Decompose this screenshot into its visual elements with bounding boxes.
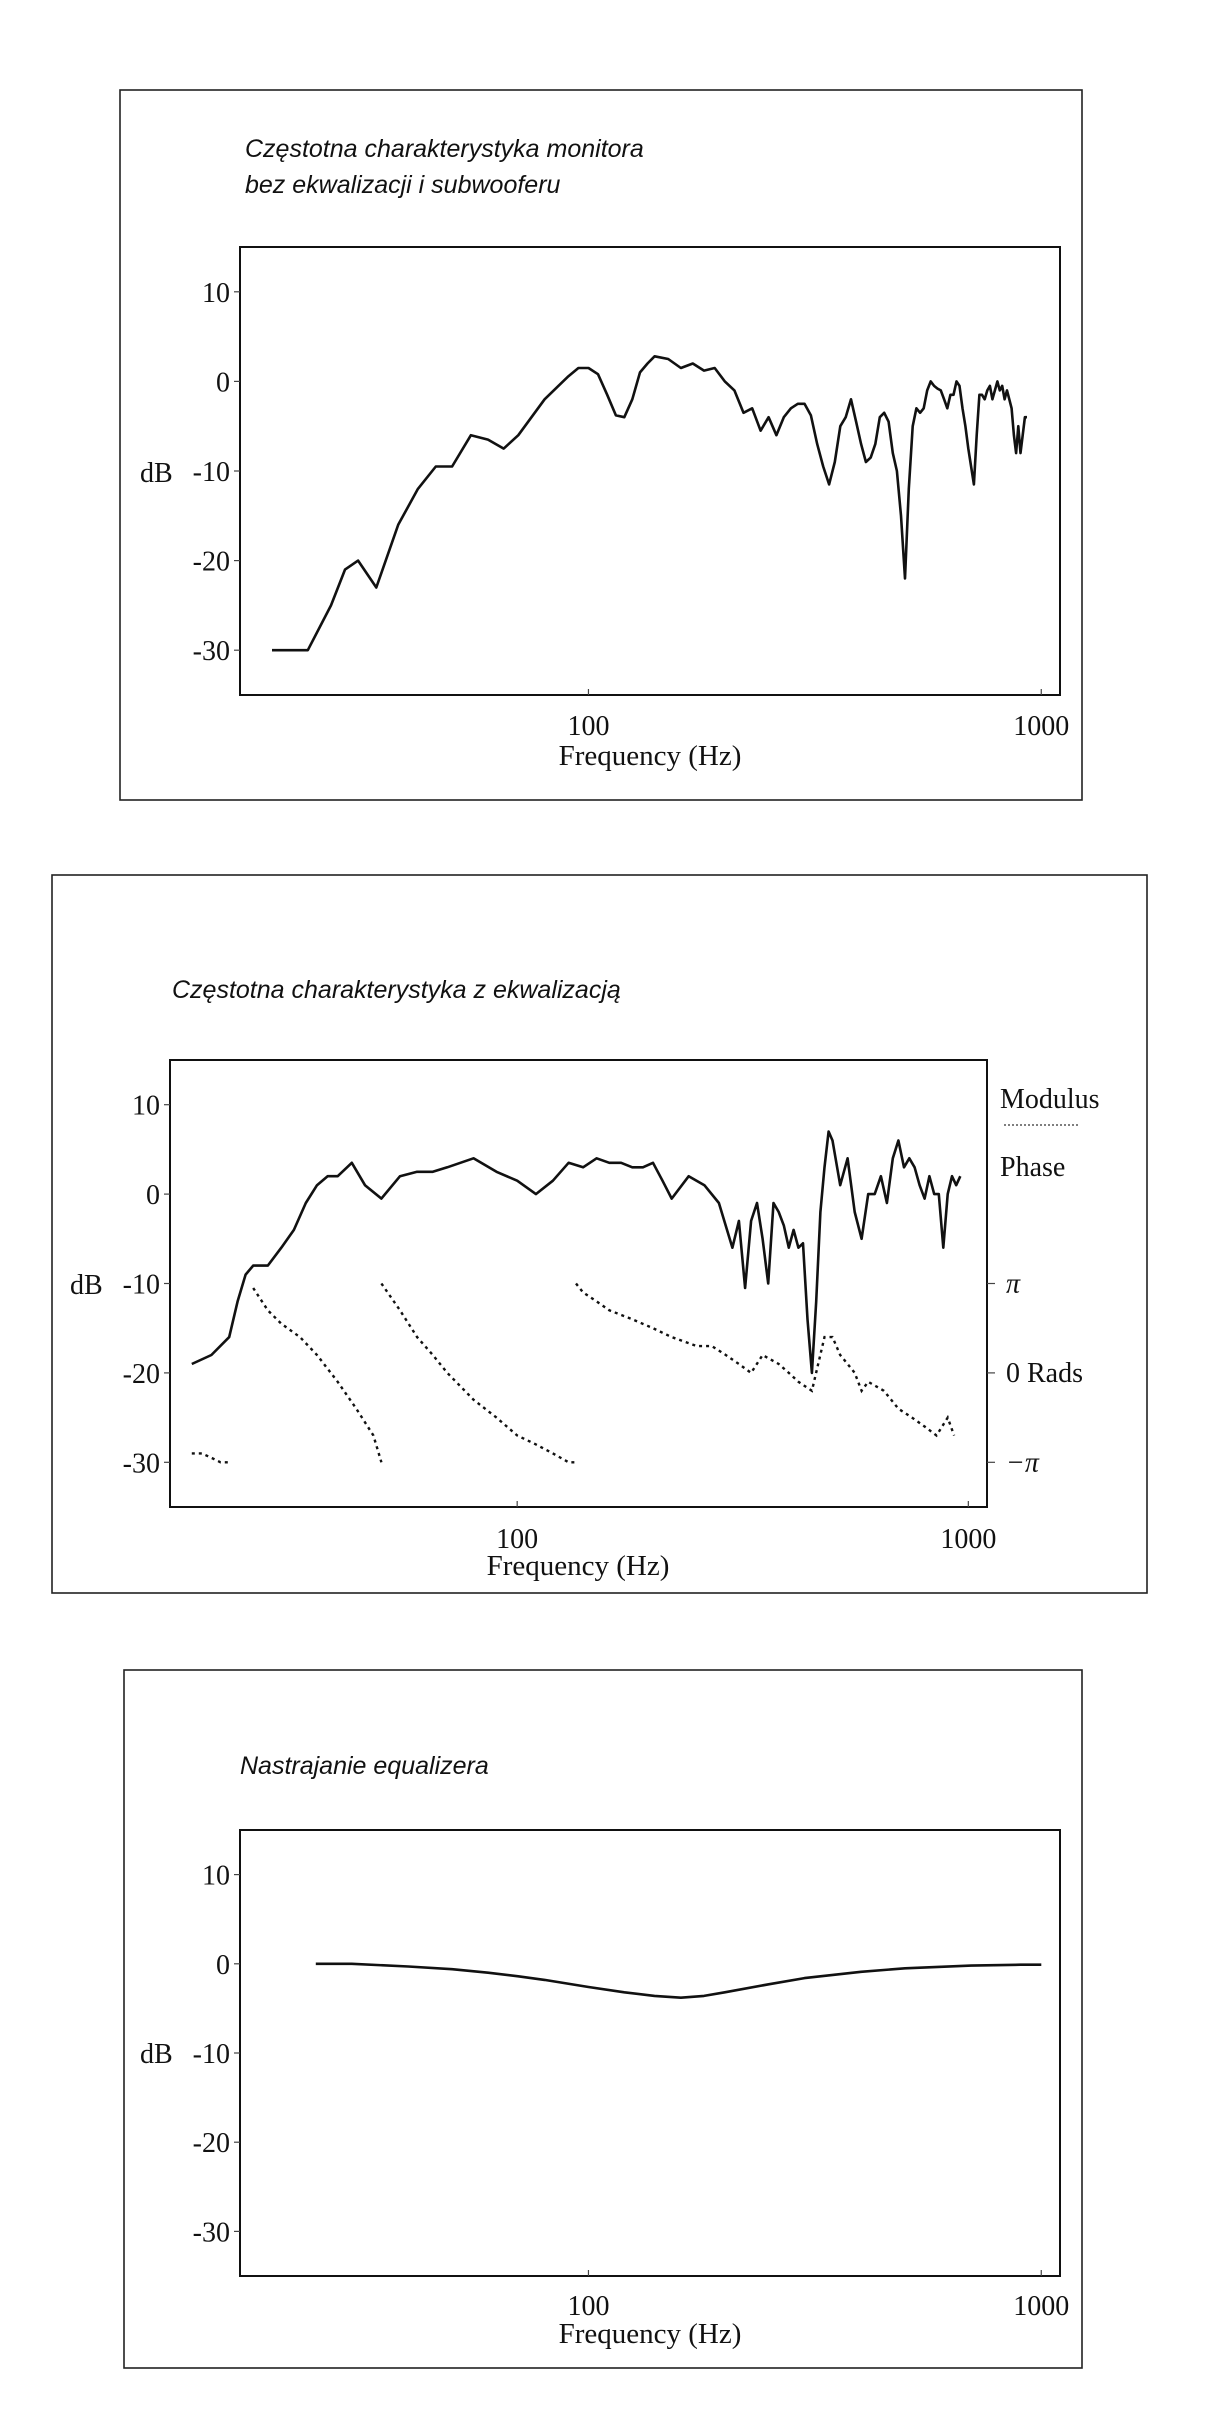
- panel-3-y-tick-label: -30: [192, 2217, 230, 2249]
- panel-2-legend: [1000, 1084, 1100, 1183]
- panel-1-y-tick-label: 10: [202, 277, 230, 309]
- panel-2-phase-line: [192, 1284, 954, 1463]
- panel-2-x-axis-label: Frequency (Hz): [486, 1550, 670, 1582]
- panel-1-x-axis-label: Frequency (Hz): [558, 740, 742, 772]
- panel-2-phase-segment: [253, 1288, 381, 1462]
- panel-3-grid: [234, 1875, 1041, 2276]
- panel-1-title-line-1: Częstotna charakterystyka monitora: [245, 135, 644, 163]
- panel-1-y-tick-label: -10: [192, 457, 230, 488]
- panel-3: [124, 1670, 1082, 2368]
- panel-1-title-line-2: bez ekwalizacji i subwooferu: [245, 171, 561, 199]
- panel-2-x-tick-label: 1000: [940, 1524, 997, 1555]
- panel-2-plot-area: [170, 1060, 987, 1507]
- panel-1-plot-area: [240, 247, 1060, 695]
- panel-2-y-tick-label: -10: [122, 1269, 160, 1301]
- panel-2-y-ticks: [123, 1091, 160, 1480]
- panel-3-y-tick-label: -10: [192, 2039, 230, 2070]
- panel-3-x-tick-label: 100: [567, 2291, 610, 2322]
- panel-3-x-axis-label: Frequency (Hz): [558, 2318, 742, 2350]
- panel-2-y-tick-label: 10: [132, 1090, 160, 1122]
- panel-3-y-axis-label: dB: [140, 2039, 173, 2070]
- panel-3-y-ticks: [193, 1861, 230, 2249]
- panel-1-y-tick-label: -30: [192, 636, 230, 668]
- panel-2-title: Częstotna charakterystyka z ekwalizacją: [172, 976, 621, 1004]
- phase-tick-zero-label: 0 Rads: [1006, 1357, 1083, 1389]
- legend-modulus-label: Modulus: [1000, 1084, 1100, 1115]
- panel-2-phase-segment: [381, 1284, 576, 1463]
- panel-1-y-tick-label: 0: [216, 367, 230, 399]
- panel-1-modulus-line: [272, 356, 1027, 650]
- panel-2-x-tick-label: 100: [496, 1524, 539, 1555]
- panel-3-plot-area: [240, 1830, 1060, 2276]
- phase-tick-minus-pi-label: −π: [1006, 1447, 1039, 1479]
- panel-3-x-tick-label: 1000: [1013, 2291, 1070, 2322]
- panel-2-modulus-line: [192, 1132, 961, 1373]
- panel-1-x-tick-label: 100: [567, 711, 610, 742]
- panel-1-grid: [234, 292, 1041, 695]
- panel-3-title: Nastrajanie equalizera: [240, 1752, 489, 1780]
- panel-2-y-tick-label: -20: [122, 1358, 160, 1390]
- panel-3-y-tick-label: -20: [192, 2128, 230, 2160]
- panel-2-phase-segment: [576, 1284, 954, 1436]
- panel-1-y-ticks: [193, 278, 230, 667]
- panel-1-y-axis-label: dB: [140, 458, 173, 489]
- panel-2-y-tick-label: 0: [146, 1180, 160, 1212]
- panel-2: [52, 875, 1147, 1593]
- panel-1-x-ticks: [567, 711, 1069, 742]
- panel-3-equalizer-line: [316, 1964, 1042, 1998]
- panel-3-y-tick-label: 0: [216, 1949, 230, 1981]
- panel-1-y-tick-label: -20: [192, 546, 230, 578]
- panel-3-y-tick-label: 10: [202, 1860, 230, 1892]
- panel-1: [120, 90, 1082, 800]
- legend-phase-label: Phase: [1000, 1152, 1066, 1183]
- panel-2-y-axis-label: dB: [70, 1270, 103, 1301]
- panel-2-phase-segment: [192, 1453, 229, 1462]
- panel-1-x-tick-label: 1000: [1013, 711, 1070, 742]
- panel-2-phase-ticks: [987, 1269, 1083, 1479]
- phase-tick-pi-label: π: [1006, 1268, 1021, 1300]
- panel-2-y-tick-label: -30: [122, 1448, 160, 1480]
